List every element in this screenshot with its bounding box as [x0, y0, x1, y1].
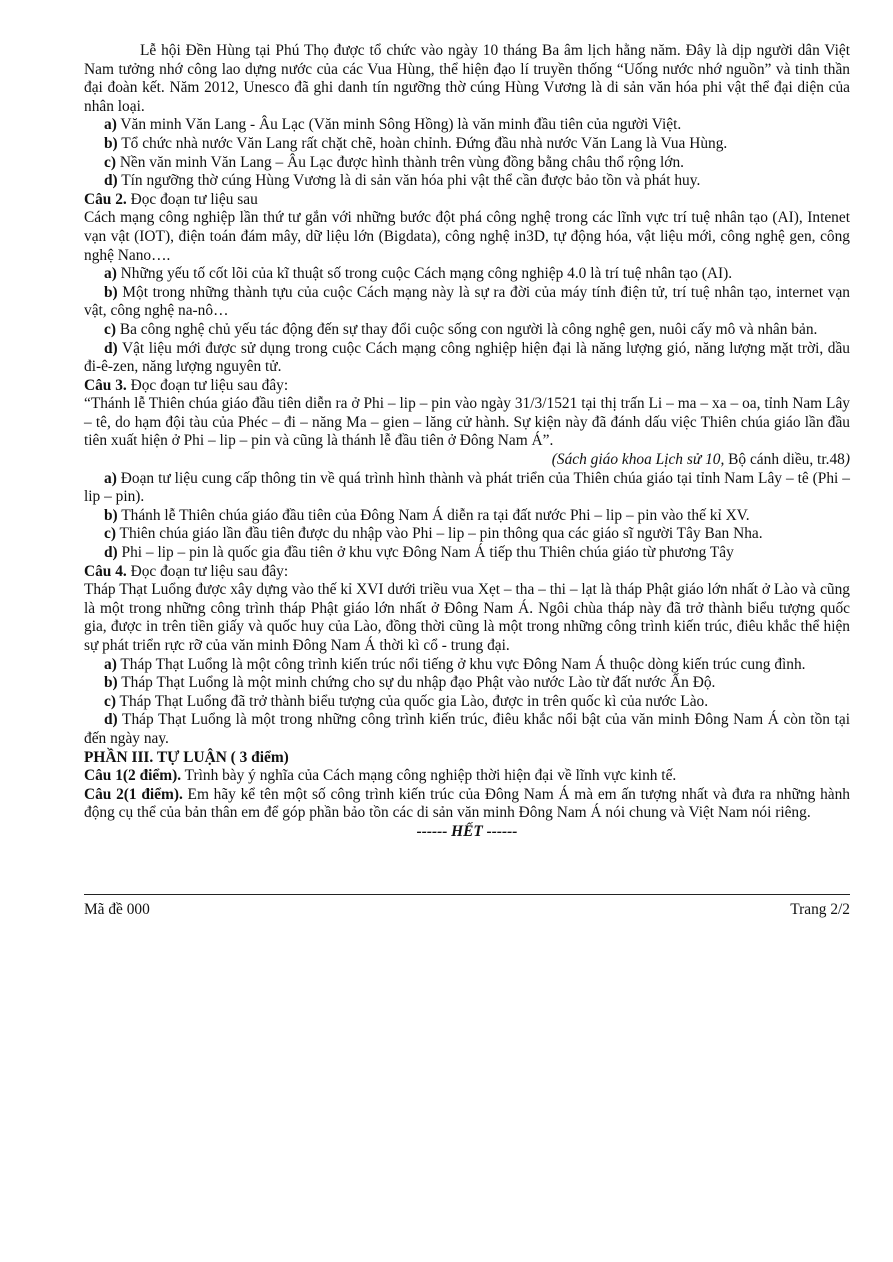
question-prompt: Đọc đoạn tư liệu sau [126, 190, 258, 208]
source-title: (Sách giáo khoa Lịch sử 10, [551, 451, 725, 469]
essay-text: Trình bày ý nghĩa của Cách mạng công nghiệp thời hiện đại về lĩnh vực kinh tế. [181, 767, 677, 785]
option-text: Văn minh Văn Lang - Âu Lạc (Văn minh Sông Hồng) là văn minh đầu tiên của người Việt. [116, 116, 682, 134]
option-label: a) [104, 469, 117, 487]
question-2-option-d [84, 340, 850, 377]
option-text: Ba công nghệ chủ yếu tác động đến sự thay đổi cuộc sống con người là công nghệ gen, nuôi cấy mô và nhân bản. [115, 320, 818, 338]
intro-paragraph: Lễ hội Đền Hùng tại Phú Thọ được tổ chức vào ngày 10 tháng Ba âm lịch hằng năm. Đây là dịp người dân Việt Nam tưởng nhớ công lao dựng nước của các Vua Hùng, thể hiện đạo lí truyền thống “Uống nước nhớ nguồn” và tinh thần đại đoàn kết. Năm 2012, Unesco đã ghi danh tín ngưỡng thờ cúng Hùng Vương là di sản văn hóa phi vật thể đại diện của nhân loại. [84, 42, 850, 115]
question-4-option-d [84, 711, 850, 748]
question-prompt: Đọc đoạn tư liệu sau đây: [126, 562, 289, 580]
source-publisher: Bộ cánh diều, tr.48 [724, 451, 845, 469]
question-label: Câu 4. [84, 562, 127, 580]
option-label: a) [104, 116, 117, 134]
option-text: Tháp Thạt Luổng là một trong những công trình kiến trúc, điêu khắc nổi bật của văn minh Đông Nam Á còn tồn tại đến ngày nay. [84, 711, 850, 747]
source-close: ) [844, 451, 850, 469]
essay-label: Câu 1(2 điểm). [84, 767, 182, 785]
page-number: Trang 2/2 [790, 901, 850, 918]
essay-text: Em hãy kể tên một số công trình kiến trúc của Đông Nam Á mà em ấn tượng nhất và đưa ra những hành động cụ thể của bản thân em để góp phần bảo tồn các di sản văn minh Đông Nam Á nói chung và Việt Nam nói riêng. [84, 785, 851, 822]
question-2-passage: Cách mạng công nghiệp lần thứ tư gắn với những bước đột phá công nghệ trong các lĩnh vực trí tuệ nhân tạo (AI), Intenet vạn vật (IOT), điện toán đám mây, dữ liệu lớn (Bigdata), công nghệ in3D, tự động hóa, vật liệu mới, công nghệ gen, công nghệ Nano…. [84, 209, 850, 264]
end-marker: ------ HẾT ------ [416, 822, 518, 840]
question-2-option-a [84, 265, 850, 284]
option-text: Tháp Thạt Luổng là một minh chứng cho sự du nhập đạo Phật vào nước Lào từ đất nước Ấn Độ. [117, 674, 716, 692]
question-4-option-c [84, 693, 850, 712]
intro-option-a [84, 116, 850, 135]
footer-divider [84, 894, 850, 895]
option-label: a) [104, 265, 117, 283]
question-2-option-c [84, 321, 850, 340]
option-label: d) [104, 711, 118, 729]
option-label: b) [104, 506, 118, 524]
option-text: Tháp Thạt Luổng là một công trình kiến trúc nổi tiếng ở khu vực Đông Nam Á thuộc dòng kiến trúc cung đình. [116, 655, 806, 673]
intro-option-c [84, 154, 850, 173]
option-text: Một trong những thành tựu của cuộc Cách mạng này là sự ra đời của máy tính điện tử, trí tuệ nhân tạo, internet vạn vật, công nghệ na-nô… [84, 283, 850, 320]
option-label: d) [104, 544, 118, 562]
question-label: Câu 3. [84, 376, 127, 394]
essay-label: Câu 2(1 điểm). [84, 785, 183, 803]
question-prompt: Đọc đoạn tư liệu sau đây: [126, 376, 289, 394]
option-text: Vật liệu mới được sử dụng trong cuộc Cách mạng công nghiệp hiện đại là năng lượng gió, năng lượng mặt trời, dầu đi-ê-zen, năng lượng nguyên tử. [84, 339, 850, 376]
question-3-option-d [84, 544, 850, 563]
intro-option-b [84, 135, 850, 154]
page-footer [84, 901, 850, 919]
intro-option-d [84, 172, 850, 191]
question-3-option-a [84, 470, 850, 507]
option-label: d) [104, 172, 118, 190]
question-4-option-a [84, 656, 850, 675]
question-4-option-b [84, 674, 850, 693]
question-3-passage: “Thánh lễ Thiên chúa giáo đầu tiên diễn ra ở Phi – lip – pin vào ngày 31/3/1521 tại thị trấn Li – ma – xa – oa, tỉnh Nam Lây – tê, do hạm đội tàu của Phéc – đi – năng Ma – gien – lăng cử hành. Sự kiện này đã đánh dấu việc Thiên chúa giáo lần đầu tiên xuất hiện ở Phi – lip – pin và cũng là thánh lễ đầu tiên ở Đông Nam Á”. [84, 395, 850, 450]
option-text: Đoạn tư liệu cung cấp thông tin về quá trình hình thành và phát triển của Thiên chúa giáo tại tỉnh Nam Lây – tê (Phi – lip – pin). [84, 469, 850, 506]
option-label: c) [104, 153, 116, 171]
essay-question-1 [84, 767, 850, 786]
question-3-option-b [84, 507, 850, 526]
exam-code: Mã đề 000 [84, 901, 150, 918]
question-2-heading [84, 191, 850, 210]
option-label: a) [104, 655, 117, 673]
option-text: Tín ngưỡng thờ cúng Hùng Vương là di sản văn hóa phi vật thể cần được bảo tồn và phát huy. [117, 172, 701, 190]
option-text: Tổ chức nhà nước Văn Lang rất chặt chẽ, hoàn chỉnh. Đứng đầu nhà nước Văn Lang là Vua Hùng. [117, 134, 728, 152]
option-label: d) [104, 339, 118, 357]
option-text: Phi – lip – pin là quốc gia đầu tiên ở khu vực Đông Nam Á tiếp thu Thiên chúa giáo từ phương Tây [117, 544, 734, 562]
option-text: Tháp Thạt Luổng đã trở thành biểu tượng của quốc gia Lào, được in trên quốc kì của nước Lào. [115, 692, 709, 710]
question-4-heading [84, 563, 850, 582]
question-4-passage: Tháp Thạt Luổng được xây dựng vào thế kỉ XVI dưới triều vua Xẹt – tha – thi – lạt là tháp Phật giáo lớn nhất ở Lào và cũng là một trong những công trình tháp Phật giáo lớn nhất ở Đông Nam Á. Ngôi chùa tháp này đã trở thành biểu tượng quốc gia, được in trên tiền giấy và quốc huy của Lào, đồng thời cũng là một trong những công trình kiến trúc, điêu khắc thể hiện sự phát triển rực rỡ của văn minh Đông Nam Á thời kì cổ - trung đại. [84, 581, 850, 654]
part-3-heading [84, 749, 850, 768]
question-3-heading [84, 377, 850, 396]
question-2-option-b [84, 284, 850, 321]
option-text: Thánh lễ Thiên chúa giáo đầu tiên của Đông Nam Á diễn ra tại đất nước Phi – lip – pin vào thế kỉ XV. [117, 506, 750, 524]
option-text: Những yếu tố cốt lõi của kĩ thuật số trong cuộc Cách mạng công nghiệp 4.0 là trí tuệ nhân tạo (AI). [116, 265, 733, 283]
question-3-source [84, 451, 850, 470]
option-text: Nền văn minh Văn Lang – Âu Lạc được hình thành trên vùng đồng bằng châu thổ rộng lớn. [115, 153, 684, 171]
essay-question-2 [84, 786, 850, 823]
option-text: Thiên chúa giáo lần đầu tiên được du nhập vào Phi – lip – pin thông qua các giáo sĩ người Tây Ban Nha. [115, 525, 763, 543]
option-label: b) [104, 134, 118, 152]
exam-page-content [84, 42, 850, 857]
option-label: c) [104, 692, 116, 710]
option-label: b) [104, 283, 118, 301]
option-label: c) [104, 525, 116, 543]
option-label: b) [104, 674, 118, 692]
question-label: Câu 2. [84, 190, 127, 208]
part-3-title: PHẦN III. TỰ LUẬN ( 3 điểm) [84, 748, 289, 766]
question-3-option-c [84, 525, 850, 544]
option-label: c) [104, 320, 116, 338]
